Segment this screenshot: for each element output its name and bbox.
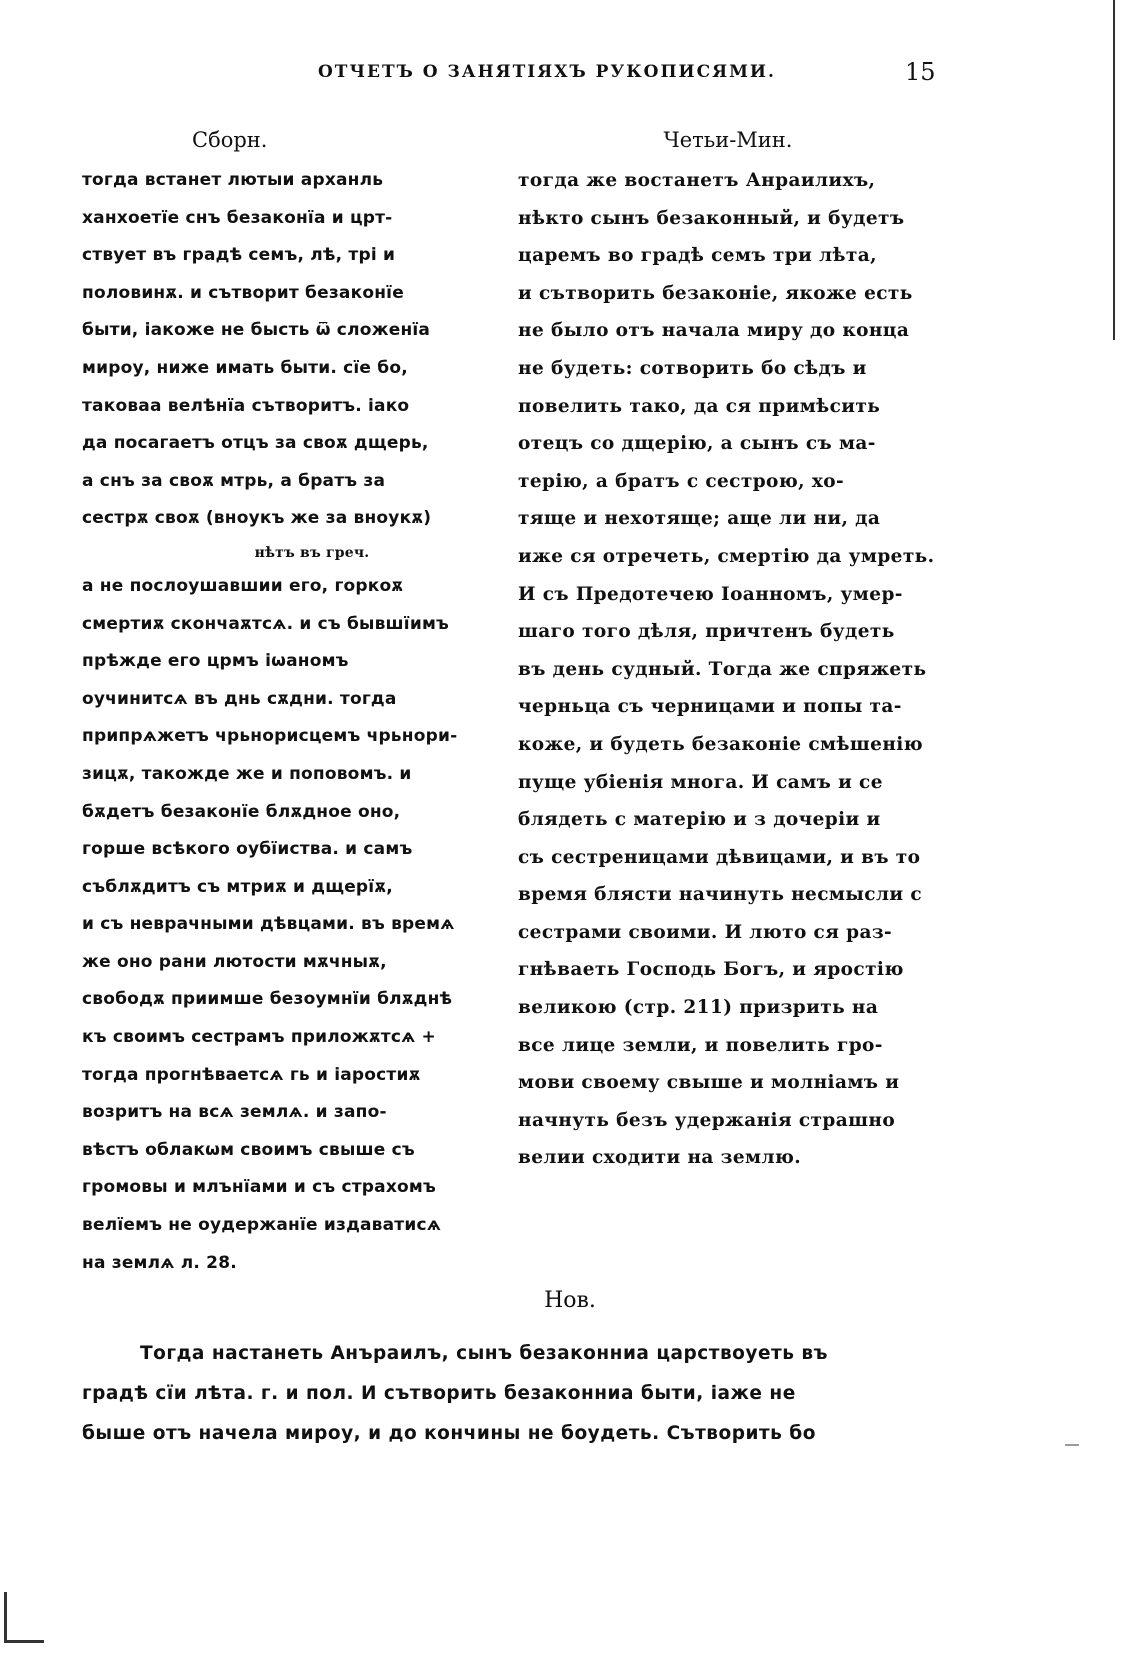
left-column-text bbox=[82, 162, 522, 1282]
text-line: шаго того дѣля, причтенъ будеть bbox=[518, 621, 895, 643]
text-line: бѫдетъ безаконїе блѫдное оно, bbox=[82, 801, 401, 822]
text-line: горше всѣкого оубїиства. и самъ bbox=[82, 839, 413, 860]
text-line: возритъ на всѧ землѧ. и запо- bbox=[82, 1102, 387, 1123]
text-line: половинѫ. и сътворит безаконїе bbox=[82, 282, 404, 303]
left-column-heading: Сборн. bbox=[192, 128, 268, 152]
text-line: припрѧжетъ чрьнорисцемъ чрьнори- bbox=[82, 726, 458, 747]
text-line: и съ неврачными дѣвцами. въ времѧ bbox=[82, 914, 455, 935]
text-line: сестрами своими. И люто ся раз- bbox=[518, 921, 893, 943]
text-line: ствует въ градѣ семъ, лѣ, трі и bbox=[82, 245, 396, 266]
text-line: отецъ со дщерію, а сынъ съ ма- bbox=[518, 433, 876, 455]
text-line: свободѫ приимше безоумнїи блѫднѣ bbox=[82, 989, 453, 1010]
text-line: не было отъ начала миру до конца bbox=[518, 320, 910, 342]
text-line: же оно рани лютости мѫчныѫ, bbox=[82, 951, 387, 972]
text-line: повелить тако, да ся примѣсить bbox=[518, 395, 881, 417]
text-line: таковаа велѣнїа сътворитъ. іако bbox=[82, 395, 410, 416]
text-line: смертиѫ скончаѫтсѧ. и съ бывшїимъ bbox=[82, 613, 450, 634]
text-line: прѣжде его црмъ іѡаномъ bbox=[82, 651, 349, 672]
text-line: зицѫ, такожде же и поповомъ. и bbox=[82, 763, 412, 784]
text-line: нѣкто сынъ безаконный, и будетъ bbox=[518, 207, 905, 229]
text-line: все лице земли, и повелить гро- bbox=[518, 1034, 883, 1056]
text-line: съблѫдитъ съ мтриѫ и дщерїѫ, bbox=[82, 876, 393, 897]
text-line: гнѣваеть Господь Богъ, и яростію bbox=[518, 959, 904, 981]
text-line: оучинитсѧ въ днь сѫдни. тогда bbox=[82, 688, 397, 709]
page-header bbox=[0, 58, 1140, 88]
nov-section-text bbox=[82, 1334, 942, 1454]
text-line: въ день судный. Тогда же спряжеть bbox=[518, 658, 927, 680]
text-line: тогда встанет лютыи арханль bbox=[82, 170, 384, 190]
text-line: пуще убіенія многа. И самъ и се bbox=[518, 771, 883, 793]
text-line: тогда прогнѣваетсѧ гь и іаростиѫ bbox=[82, 1064, 421, 1085]
text-line: да посагаетъ отцъ за своѫ дщерь, bbox=[82, 433, 429, 454]
text-line: начнуть безъ удержанія страшно bbox=[518, 1109, 896, 1131]
text-line: вѣстъ облакѡм своимъ свыше съ bbox=[82, 1139, 415, 1160]
right-column-text bbox=[518, 162, 938, 1177]
text-line: черньца съ черницами и попы та- bbox=[518, 696, 902, 718]
scan-corner-mark bbox=[4, 1592, 7, 1642]
text-line: И съ Предотечею Іоанномъ, умер- bbox=[518, 583, 903, 605]
text-line: велии сходити на землю. bbox=[518, 1147, 802, 1169]
scan-corner-mark bbox=[4, 1640, 44, 1643]
text-line: мови своему свыше и молніамъ и bbox=[518, 1072, 900, 1094]
running-title: ОТЧЕТЪ О ЗАНЯТІЯХЪ РУКОПИСЯМИ. bbox=[318, 62, 776, 82]
text-line: Тогда настанеть Анъраилъ, сынъ безаконниа царствоуеть въ bbox=[140, 1343, 828, 1364]
text-line: велїемъ не оудержанїе издаватисѧ bbox=[82, 1215, 442, 1236]
text-line: терію, а братъ с сестрою, хо- bbox=[518, 470, 845, 492]
right-column-heading: Четьи-Мин. bbox=[663, 128, 793, 152]
scan-margin-line bbox=[1113, 0, 1115, 340]
text-line: а снъ за своѫ мтрь, а братъ за bbox=[82, 470, 386, 491]
text-line: царемъ во градѣ семъ три лѣта, bbox=[518, 245, 877, 267]
text-line: быти, іакоже не бысть ѿ сложенїа bbox=[82, 320, 431, 341]
text-line: съ сестреницами дѣвицами, и въ то bbox=[518, 846, 921, 868]
text-line: время блясти начинуть несмысли с bbox=[518, 884, 923, 906]
text-line: мироу, ниже имать быти. сїе бо, bbox=[82, 357, 408, 378]
scan-speck bbox=[1065, 1444, 1079, 1446]
text-line: ханхоетїе снъ безаконїа и црт- bbox=[82, 207, 393, 228]
text-line: тяще и нехотяще; аще ли ни, да bbox=[518, 508, 881, 530]
text-line: коже, и будеть безаконіе смѣшенію bbox=[518, 733, 924, 755]
text-line: блядеть с матерію и з дочеріи и bbox=[518, 809, 881, 831]
text-line: великою (стр. 211) призрить на bbox=[518, 997, 879, 1019]
editorial-note: нѣтъ въ греч. bbox=[254, 544, 370, 561]
text-line: тогда же востанетъ Анраилихъ, bbox=[518, 170, 876, 191]
folio-reference-line: на землѧ л. 28. bbox=[82, 1252, 237, 1273]
nov-section-heading: Нов. bbox=[544, 1288, 596, 1313]
right-column-chetyi-minei bbox=[518, 118, 938, 1177]
text-line: градѣ сїи лѣта. г. и пол. И сътворить безаконниа быти, іаже не bbox=[82, 1383, 796, 1404]
text-line: быше отъ начела мироу, и до кончины не боудеть. Сътворить бо bbox=[82, 1423, 816, 1444]
text-line: сестрѫ своѫ (вноукъ же за вноукѫ) bbox=[82, 508, 432, 529]
page-number: 15 bbox=[905, 58, 936, 86]
text-line: не будеть: сотворить бо сѣдъ и bbox=[518, 357, 867, 379]
text-line: и сътворить безаконіе, якоже есть bbox=[518, 282, 913, 304]
text-line: громовы и млънїами и съ страхомъ bbox=[82, 1177, 436, 1198]
text-line: а не послоушавшии его, горкоѫ bbox=[82, 575, 404, 596]
text-line: иже ся отречеть, смертію да умреть. bbox=[518, 545, 935, 567]
left-column-sborn bbox=[82, 118, 522, 1282]
text-line: къ своимъ сестрамъ приложѫтсѧ + bbox=[82, 1027, 437, 1048]
